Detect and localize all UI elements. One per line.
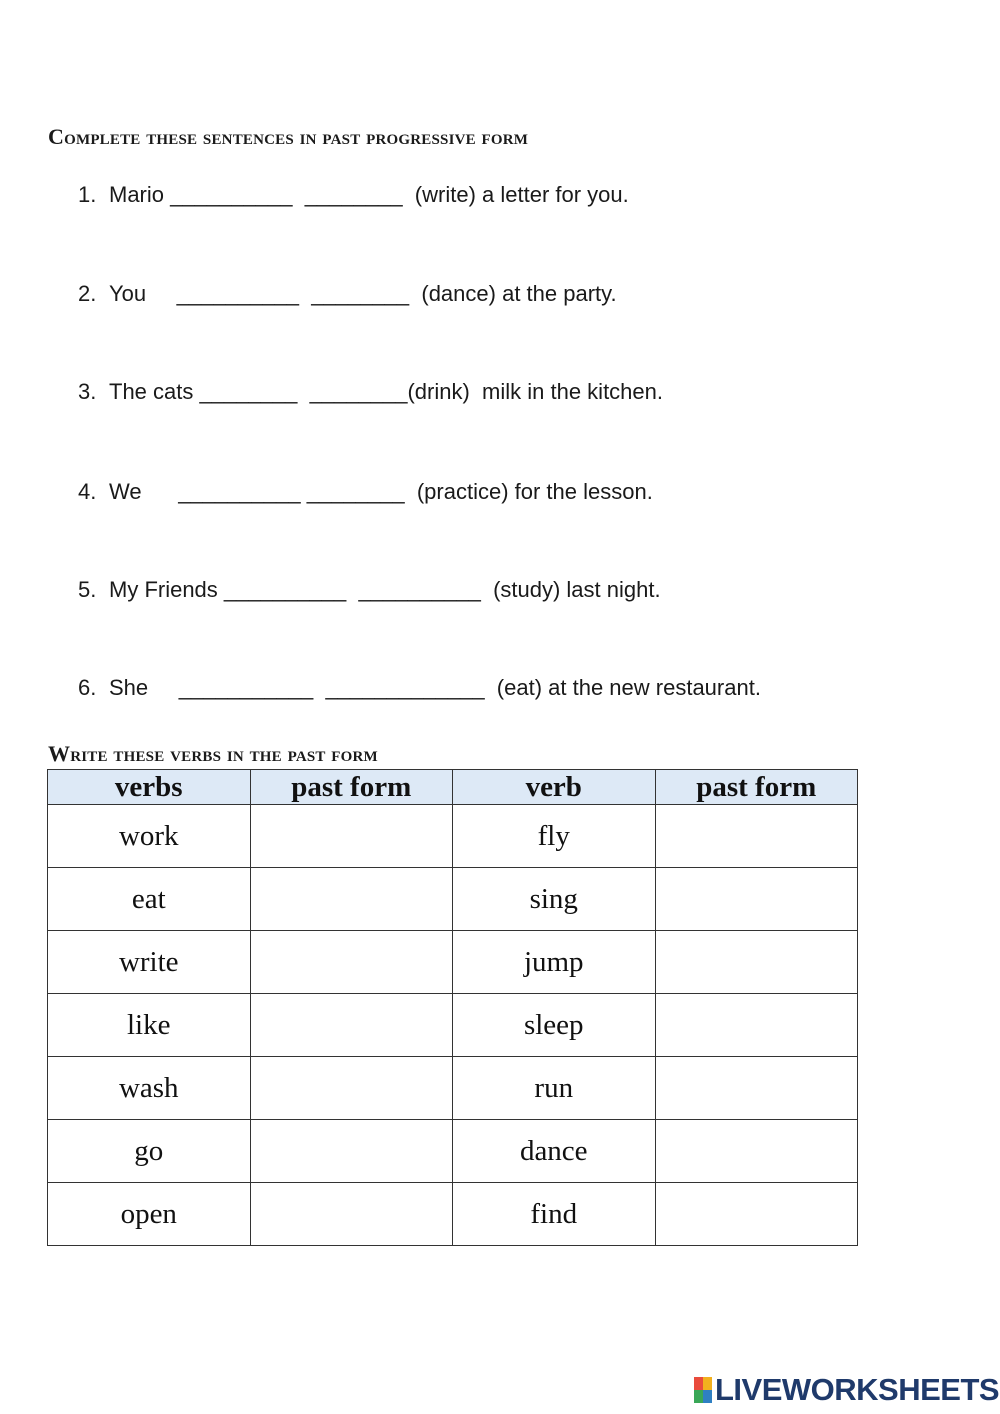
verb-cell: write [48, 931, 251, 994]
header-verb: verb [453, 770, 656, 805]
sentence-number: 1. [78, 182, 97, 207]
sentence-text: My Friends __________ __________ (study) last night. [109, 577, 661, 602]
liveworksheets-logo [694, 1374, 999, 1406]
answer-cell[interactable] [655, 994, 858, 1057]
sentence-text: We __________ ________ (practice) for the lesson. [109, 479, 653, 504]
table-row [48, 1057, 858, 1120]
table-row [48, 868, 858, 931]
verb-cell: work [48, 805, 251, 868]
answer-cell[interactable] [250, 1057, 453, 1120]
sentence-3 [78, 379, 663, 405]
verb-cell: jump [453, 931, 656, 994]
sentence-2 [78, 281, 617, 307]
verb-cell: sing [453, 868, 656, 931]
sentence-text: She ___________ _____________ (eat) at the new restaurant. [109, 675, 761, 700]
header-verbs: verbs [48, 770, 251, 805]
answer-cell[interactable] [250, 1183, 453, 1246]
liveworksheets-logo-icon [694, 1377, 712, 1403]
verbs-table [47, 769, 858, 1246]
answer-cell[interactable] [250, 1120, 453, 1183]
header-past-form: past form [250, 770, 453, 805]
logo-text: LIVEWORKSHEETS [715, 1372, 1000, 1407]
table-row [48, 1120, 858, 1183]
sentence-number: 4. [78, 479, 97, 504]
table-header-row [48, 770, 858, 805]
logo-square-green [694, 1390, 703, 1403]
answer-cell[interactable] [250, 931, 453, 994]
verb-cell: fly [453, 805, 656, 868]
sentence-text: You __________ ________ (dance) at the party. [109, 281, 617, 306]
answer-cell[interactable] [655, 931, 858, 994]
verb-cell: wash [48, 1057, 251, 1120]
sentence-5 [78, 577, 661, 603]
verb-cell: like [48, 994, 251, 1057]
verb-cell: run [453, 1057, 656, 1120]
table-row [48, 1183, 858, 1246]
sentence-text: Mario __________ ________ (write) a letter for you. [109, 182, 629, 207]
verb-cell: find [453, 1183, 656, 1246]
answer-cell[interactable] [655, 1120, 858, 1183]
answer-cell[interactable] [655, 868, 858, 931]
logo-square-yellow [703, 1377, 712, 1390]
verb-cell: sleep [453, 994, 656, 1057]
table-row [48, 931, 858, 994]
answer-cell[interactable] [250, 868, 453, 931]
verb-cell: eat [48, 868, 251, 931]
logo-square-blue [703, 1390, 712, 1403]
header-past-form-2: past form [655, 770, 858, 805]
logo-square-red [694, 1377, 703, 1390]
section-heading-past-form: Write these verbs in the past form [48, 741, 378, 766]
answer-cell[interactable] [250, 994, 453, 1057]
sentence-number: 5. [78, 577, 97, 602]
sentence-1 [78, 182, 629, 208]
table-row [48, 805, 858, 868]
sentence-number: 6. [78, 675, 97, 700]
answer-cell[interactable] [250, 805, 453, 868]
sentence-4 [78, 479, 653, 505]
verb-cell: go [48, 1120, 251, 1183]
section-heading-past-progressive: Complete these sentences in past progressive form [48, 124, 529, 149]
answer-cell[interactable] [655, 805, 858, 868]
sentence-number: 3. [78, 379, 97, 404]
answer-cell[interactable] [655, 1183, 858, 1246]
sentence-text: The cats ________ ________(drink) milk in the kitchen. [109, 379, 663, 404]
verb-cell: dance [453, 1120, 656, 1183]
sentence-6 [78, 675, 761, 701]
sentence-number: 2. [78, 281, 97, 306]
answer-cell[interactable] [655, 1057, 858, 1120]
table-row [48, 994, 858, 1057]
verb-cell: open [48, 1183, 251, 1246]
